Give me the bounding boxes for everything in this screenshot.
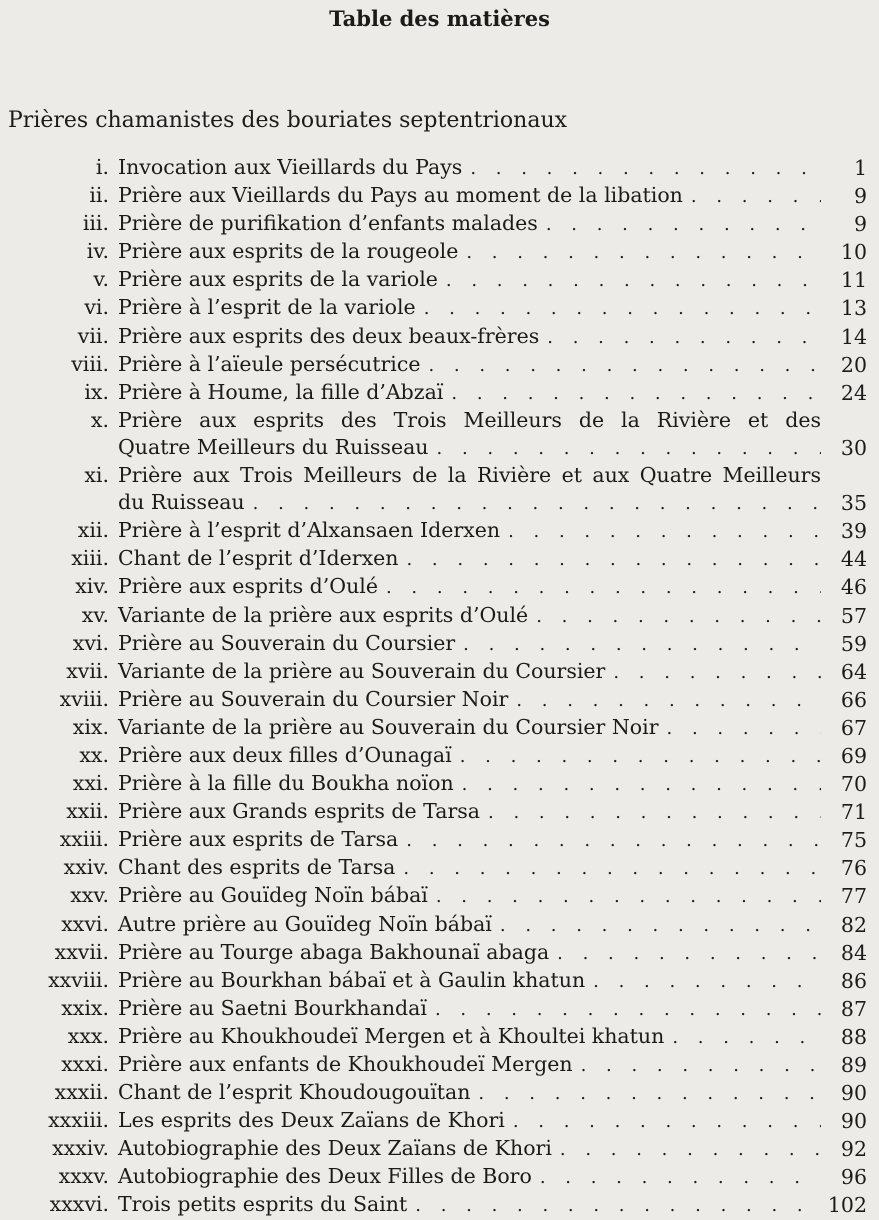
toc-entry bbox=[0, 323, 879, 351]
entry-number: xxxvi. bbox=[49, 1192, 109, 1217]
entry-number: xxviii. bbox=[48, 967, 109, 992]
entry-number: viii. bbox=[71, 351, 109, 376]
entry-title: Prière aux enfants de Khoukhoudeï Mergen bbox=[118, 1052, 573, 1076]
toc-entry bbox=[0, 294, 879, 322]
entry-number: xxvi. bbox=[61, 911, 109, 936]
entry-page-number: 69 bbox=[840, 743, 867, 768]
toc-entry bbox=[0, 770, 879, 798]
dot-leader bbox=[613, 659, 821, 686]
entry-number: xxxiii. bbox=[48, 1108, 109, 1133]
entry-title: Prière aux esprits des deux beaux-frères bbox=[118, 323, 540, 348]
toc-entry bbox=[0, 210, 879, 238]
entry-number: xxiv. bbox=[63, 855, 109, 880]
entry-page-number: 90 bbox=[840, 1109, 867, 1134]
entry-title: Prière au Gouïdeg Noïn bábaï bbox=[118, 883, 428, 908]
entry-page-number: 24 bbox=[840, 380, 867, 405]
entry-page-number: 9 bbox=[853, 212, 867, 237]
dot-leader bbox=[593, 968, 821, 995]
dot-leader bbox=[536, 603, 821, 630]
toc-entry bbox=[0, 882, 879, 910]
entry-page-number: 89 bbox=[840, 1053, 867, 1077]
toc-entry bbox=[0, 1023, 879, 1051]
dot-leader bbox=[581, 1052, 821, 1079]
entry-page-number: 82 bbox=[840, 912, 867, 937]
entry-page-number: 1 bbox=[853, 156, 867, 180]
entry-number: vii. bbox=[77, 323, 109, 348]
dot-leader bbox=[406, 546, 821, 573]
entry-page-number: 30 bbox=[840, 435, 867, 460]
entry-number: xxvii. bbox=[54, 939, 109, 964]
entry-number: xiii. bbox=[71, 546, 109, 571]
entry-page-number: 70 bbox=[840, 772, 867, 797]
entry-page-number: 64 bbox=[840, 659, 867, 684]
entry-number: xxi. bbox=[72, 771, 109, 796]
entry-title: Prière aux deux filles d’Ounagaï bbox=[118, 742, 452, 767]
toc-entry bbox=[0, 658, 879, 686]
entry-title: Chant de l’esprit Khoudougouïtan bbox=[118, 1080, 471, 1105]
entry-number: xiv. bbox=[75, 574, 109, 599]
toc-entry bbox=[0, 517, 879, 545]
toc-entry bbox=[0, 182, 879, 210]
toc-entry bbox=[0, 742, 879, 770]
toc-entry bbox=[0, 238, 879, 266]
entry-title: Prière au Khoukhoudeï Mergen et à Khoultei khatun bbox=[118, 1023, 665, 1048]
entry-title: Chant des esprits de Tarsa bbox=[118, 855, 396, 880]
entry-title: Prière aux esprits de la variole bbox=[118, 267, 438, 292]
entry-page-number: 71 bbox=[840, 800, 867, 825]
dot-leader bbox=[560, 1136, 821, 1163]
toc-entry bbox=[0, 573, 879, 601]
dot-leader bbox=[451, 380, 821, 407]
dot-leader bbox=[488, 799, 821, 826]
entry-number: xxxi. bbox=[61, 1052, 109, 1076]
dot-leader bbox=[463, 631, 821, 658]
toc-entry bbox=[0, 1107, 879, 1135]
toc-entry bbox=[0, 686, 879, 714]
entry-title: Prière à la fille du Boukha noïon bbox=[118, 771, 454, 796]
entry-number: vi. bbox=[84, 295, 109, 320]
toc-entry bbox=[0, 602, 879, 630]
entry-page-number: 35 bbox=[840, 491, 867, 516]
entry-title: Prière au Souverain du Coursier bbox=[118, 630, 456, 655]
toc-entry bbox=[0, 911, 879, 939]
entry-number: xxix. bbox=[61, 995, 109, 1020]
toc-entry bbox=[0, 854, 879, 882]
entry-page-number: 59 bbox=[840, 631, 867, 656]
toc-entry bbox=[0, 351, 879, 379]
entry-page-number: 10 bbox=[840, 240, 867, 265]
entry-number: xvi. bbox=[72, 630, 109, 655]
entry-title: Variante de la prière au Souverain du Coursier Noir bbox=[118, 714, 659, 739]
entry-number: xi. bbox=[84, 463, 109, 488]
entry-number: xvii. bbox=[66, 658, 109, 683]
toc-entry bbox=[0, 714, 879, 742]
entry-number: xviii. bbox=[59, 686, 109, 711]
entry-page-number: 67 bbox=[840, 715, 867, 740]
entry-title: Prière aux esprits d’Oulé bbox=[118, 574, 378, 599]
entry-title: Prière au Souverain du Coursier Noir bbox=[118, 686, 509, 711]
entry-title-line1: Prière aux esprits des Trois Meilleurs de la Rivière et des bbox=[118, 407, 821, 432]
entry-title: Prière au Saetni Bourkhandaï bbox=[118, 995, 427, 1020]
entry-title: Prière au Bourkhan bábaï et à Gaulin khatun bbox=[118, 967, 586, 992]
entry-title: Prière aux esprits de Tarsa bbox=[118, 827, 399, 852]
dot-leader bbox=[500, 912, 821, 939]
dot-leader bbox=[437, 435, 821, 462]
dot-leader bbox=[415, 1192, 821, 1219]
toc-entry bbox=[0, 545, 879, 573]
entry-title: Prière aux Vieillards du Pays au moment de la libation bbox=[118, 183, 683, 208]
entry-page-number: 9 bbox=[853, 184, 867, 209]
entry-number: xxxv. bbox=[58, 1164, 109, 1189]
dot-leader bbox=[446, 267, 821, 294]
entry-title: Prière de purifikation d’enfants malades bbox=[118, 211, 538, 236]
entry-page-number: 84 bbox=[840, 940, 867, 965]
entry-page-number: 39 bbox=[840, 519, 867, 544]
entry-number: iii. bbox=[82, 211, 109, 236]
entry-page-number: 88 bbox=[840, 1024, 867, 1049]
entry-number: x. bbox=[90, 407, 109, 432]
entry-title: Prière à l’aïeule persécutrice bbox=[118, 351, 421, 376]
entry-title: Les esprits des Deux Zaïans de Khori bbox=[118, 1108, 505, 1133]
entry-page-number: 86 bbox=[840, 968, 867, 993]
entry-number: xxii. bbox=[66, 799, 109, 824]
toc-entry bbox=[0, 1191, 879, 1219]
entry-page-number: 13 bbox=[840, 296, 867, 321]
entry-title: Trois petits esprits du Saint bbox=[118, 1192, 408, 1217]
entry-number: xxx. bbox=[67, 1023, 109, 1048]
entry-page-number: 90 bbox=[840, 1081, 867, 1106]
toc-list bbox=[0, 154, 879, 1220]
entry-number: v. bbox=[93, 267, 109, 292]
entry-title: Autre prière au Gouïdeg Noïn bábaï bbox=[118, 911, 492, 936]
dot-leader bbox=[547, 324, 821, 351]
entry-number: iv. bbox=[86, 239, 109, 264]
dot-leader bbox=[466, 239, 821, 266]
dot-leader bbox=[672, 1024, 821, 1051]
entry-title: Autobiographie des Deux Zaïans de Khori bbox=[118, 1136, 552, 1161]
dot-leader bbox=[508, 518, 821, 545]
entry-number: xxxiv. bbox=[52, 1136, 109, 1161]
dot-leader bbox=[462, 771, 821, 798]
toc-entry bbox=[0, 826, 879, 854]
entry-number: xix. bbox=[72, 714, 109, 739]
entry-title: Chant de l’esprit d’Iderxen bbox=[118, 546, 399, 571]
toc-entry bbox=[0, 1051, 879, 1079]
entry-number: xxv. bbox=[70, 883, 109, 908]
entry-title: Prière à l’esprit d’Alxansaen Iderxen bbox=[118, 518, 501, 543]
entry-title: Variante de la prière aux esprits d’Oulé bbox=[118, 602, 529, 627]
toc-entry bbox=[0, 462, 879, 517]
entry-title: Prière aux Grands esprits de Tarsa bbox=[118, 799, 481, 824]
toc-entry bbox=[0, 967, 879, 995]
entry-title: Prière au Tourge abaga Bakhounaï abaga bbox=[118, 939, 550, 964]
dot-leader bbox=[406, 827, 821, 854]
toc-entry bbox=[0, 1079, 879, 1107]
entry-page-number: 76 bbox=[840, 856, 867, 881]
entry-page-number: 14 bbox=[840, 324, 867, 349]
entry-page-number: 96 bbox=[840, 1165, 867, 1190]
section-heading: Prières chamanistes des bouriates septentrionaux bbox=[8, 108, 568, 133]
toc-entry bbox=[0, 939, 879, 967]
dot-leader bbox=[478, 1080, 821, 1107]
dot-leader bbox=[435, 996, 821, 1023]
toc-entry bbox=[0, 407, 879, 462]
entry-title: Prière aux esprits de la rougeole bbox=[118, 239, 459, 264]
dot-leader bbox=[424, 295, 821, 322]
entry-page-number: 57 bbox=[840, 603, 867, 628]
entry-title-line2: du Ruisseau bbox=[118, 490, 245, 515]
entry-title-line2: Quatre Meilleurs du Ruisseau bbox=[118, 434, 429, 459]
entry-number: xxiii. bbox=[59, 827, 109, 852]
entry-page-number: 75 bbox=[840, 828, 867, 853]
entry-title: Autobiographie des Deux Filles de Boro bbox=[118, 1164, 532, 1189]
dot-leader bbox=[516, 687, 821, 714]
toc-entry bbox=[0, 995, 879, 1023]
entry-number: ix. bbox=[84, 379, 109, 404]
entry-number: xxxii. bbox=[54, 1080, 109, 1105]
entry-page-number: 66 bbox=[840, 687, 867, 712]
dot-leader bbox=[253, 490, 821, 517]
toc-entry bbox=[0, 1163, 879, 1191]
entry-title-line1: Prière aux Trois Meilleurs de la Rivière et aux Quatre Meilleurs bbox=[118, 463, 821, 488]
entry-page-number: 44 bbox=[840, 547, 867, 572]
entry-title: Invocation aux Vieillards du Pays bbox=[118, 155, 463, 179]
toc-entry bbox=[0, 798, 879, 826]
entry-title: Variante de la prière au Souverain du Coursier bbox=[118, 658, 606, 683]
toc-entry bbox=[0, 630, 879, 658]
toc-entry bbox=[0, 266, 879, 294]
dot-leader bbox=[436, 883, 821, 910]
page-title: Table des matières bbox=[329, 6, 550, 31]
dot-leader bbox=[691, 183, 821, 210]
dot-leader bbox=[428, 352, 821, 379]
entry-page-number: 102 bbox=[827, 1193, 867, 1218]
dot-leader bbox=[386, 574, 821, 601]
entry-title: Prière à l’esprit de la variole bbox=[118, 295, 416, 320]
dot-leader bbox=[667, 715, 821, 742]
entry-number: xii. bbox=[77, 518, 109, 543]
entry-title: Prière à Houme, la fille d’Abzaï bbox=[118, 379, 444, 404]
dot-leader bbox=[513, 1108, 821, 1135]
entry-page-number: 46 bbox=[840, 575, 867, 600]
entry-number: ii. bbox=[89, 183, 109, 208]
dot-leader bbox=[403, 855, 821, 882]
entry-page-number: 92 bbox=[840, 1137, 867, 1162]
entry-page-number: 11 bbox=[840, 268, 867, 293]
entry-number: xx. bbox=[79, 742, 109, 767]
dot-leader bbox=[460, 743, 821, 770]
toc-entry bbox=[0, 154, 879, 182]
entry-page-number: 20 bbox=[840, 352, 867, 377]
dot-leader bbox=[470, 155, 821, 182]
dot-leader bbox=[546, 211, 821, 238]
entry-number: i. bbox=[95, 155, 109, 179]
entry-page-number: 77 bbox=[840, 884, 867, 909]
dot-leader bbox=[557, 940, 821, 967]
entry-number: xv. bbox=[81, 602, 109, 627]
toc-entry bbox=[0, 379, 879, 407]
entry-page-number: 87 bbox=[840, 996, 867, 1021]
dot-leader bbox=[540, 1164, 821, 1191]
toc-entry bbox=[0, 1135, 879, 1163]
